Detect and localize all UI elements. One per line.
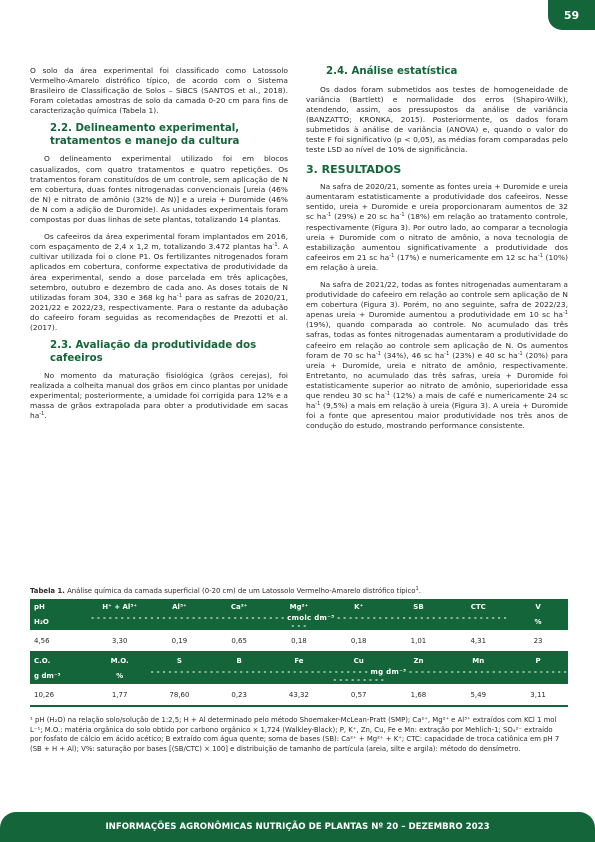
table-cell: 43,32 [269, 684, 329, 706]
table-header-cell: B [209, 652, 269, 668]
table-cell: 0,65 [209, 630, 269, 652]
table-header-cell: S [150, 652, 210, 668]
table-cell: 1,77 [90, 684, 150, 706]
soil-analysis-table-block [30, 587, 568, 707]
heading-2-3: 2.3. Avaliação da produtividade dos cafeeiros [50, 340, 257, 364]
table-header-cell: Ca²⁺ [209, 599, 269, 614]
table-header-row-2 [30, 652, 568, 668]
table-header-cell: Zn [389, 652, 449, 668]
table-header-cell: pH [30, 599, 90, 614]
paragraph-statistics: Os dados foram submetidos aos testes de homogeneidade de variância (Bartlett) e normalidade dos erros (Shapiro-Wilk), atendendo, assim, aos pressupostos da análise de variância (BANZATTO; KRONKA, 2015). Posteriormente, os dados foram submetidos à análise de variância (ANOVA) e, quando o valor do teste F foi significativo (p < 0,05), as médias foram comparadas pelo teste LSD ao nível de 10% de significância. [306, 84, 568, 155]
paragraph-harvest: No momento da maturação fisiológica (grãos cerejas), foi realizada a colheita manual dos grãos em cinco plantas por unidade experimental; posteriormente, a umidade foi corrigida para 12% e a massa de grãos extrapolada para obter a produtividade em sacas $ha^{-1}$. [30, 371, 288, 421]
right-column [306, 66, 568, 438]
table-header-cell: C.O. [30, 652, 90, 668]
table-header-cell: Mg²⁺ [269, 599, 329, 614]
left-column [30, 66, 288, 429]
table-header-cell: H⁺ + Al³⁺ [90, 599, 150, 614]
page-number: 59 [548, 0, 595, 30]
table-cell: 4,31 [448, 630, 508, 652]
table-cell: 1,01 [389, 630, 449, 652]
table-units-row-2 [30, 668, 568, 684]
table-caption: Tabela 1. Análise química da camada superficial (0-20 cm) de um Latossolo Vermelho-Amarelo distrófico típico$^1$. [30, 586, 421, 595]
table-row [30, 630, 568, 652]
table-cell: 0,18 [329, 630, 389, 652]
table-header-cell: CTC [448, 599, 508, 614]
table-unit-span: - - - - - - - - - - - - - - - - - - - - - - - - - - - - - - - - - cmolc dm⁻³ - - - - - - - - - - - - - - - - - - - - - - - - - - - - - - - - [91, 614, 507, 630]
paragraph-results-2021: Na safra de 2021/22, todas as fontes nitrogenadas aumentaram a produtividade do cafeeiro em relação ao controle sem aplicação de N em cobertura (Figura 3). Porém, no ano seguinte, safra de 2022/23, apenas ureia + Duromide aumentou a produtividade em 10 sc $ha^{-1}$ (19%), quando comparada ao controle. No acumulado das três safras, todas as fontes nitrogenadas aumentaram a produtividade do cafeeiro em relação ao controle sem aplicação de N. Os aumentos foram de 70 sc $ha^{-1}$ (34%), 46 sc $ha^{-1}$ (23%) e 40 sc $ha^{-1}$ (20%) para ureia + Duromide, ureia e nitrato de amônio, respectivamente. Entretanto, no acumulado das três safras, ureia + Duromide foi estatisticamente superior ao nitrato de amônio, superioridade essa que rendeu 30 sc $ha^{-1}$ (12%) a mais de café e numericamente 24 sc $ha^{-1}$ (9,5%) a mais em relação à ureia (Figura 3). A ureia + Duromide foi a fonte que apresentou maior produtividade nos três anos de condução do estudo, mostrando performance consistente. [306, 280, 568, 431]
page-footer: INFORMAÇÕES AGRONÔMICAS NUTRIÇÃO DE PLANTAS Nº 20 – DEZEMBRO 2023 [0, 812, 595, 842]
table-header-cell: Fe [269, 652, 329, 668]
soil-analysis-table [30, 599, 568, 707]
table-header-cell: Mn [448, 652, 508, 668]
table-footnote: ¹ pH (H₂O) na relação solo/solução de 1:2,5; H + Al determinado pelo método Shoemaker-McLean-Pratt (SMP); Ca²⁺, Mg²⁺ e Al³⁺ extraídos com KCl 1 mol L⁻¹; M.O.: matéria orgânica do solo obtido por carbono orgânico × 1,724 (Walkley-Black); P, K⁺, Zn, Cu, Fe e Mn: extração por Mehlich-1; SO₄²⁻ extraído por fosfato de cálcio em ácido acético; B extraído com água quente; soma de bases (SB): Ca²⁺ + Mg²⁺ + K⁺; CTC: capacidade de troca catiônica em pH 7 (SB + H + Al); V%: saturação por bases [(SB/CTC) × 100] e distribuição de tamanho de partícula (areia, silte e argila): método do densímetro. [30, 716, 560, 754]
table-cell: 5,49 [448, 684, 508, 706]
table-cell: 3,11 [508, 684, 568, 706]
table-row [30, 684, 568, 706]
table-unit-cell: % [90, 668, 150, 684]
table-unit-span: - - - - - - - - - - - - - - - - - - - - - - - - - - - - - - - - - - - - - mg dm⁻³ - - - - - - - - - - - - - - - - - - - - - - - - - - - - - - - - - - - - [150, 668, 567, 684]
table-units-row-1 [30, 614, 568, 630]
table-header-cell: SB [389, 599, 449, 614]
table-unit-cell: % [508, 614, 568, 630]
heading-2-2: 2.2. Delineamento experimental, tratamentos e manejo da cultura [50, 123, 240, 147]
table-cell: 78,60 [150, 684, 210, 706]
table-cell: 23 [508, 630, 568, 652]
table-header-cell: M.O. [90, 652, 150, 668]
heading-2-4: 2.4. Análise estatística [326, 66, 458, 77]
paragraph-plantation: Os cafeeiros da área experimental foram implantados em 2016, com espaçamento de 2,4 x 1,2 m, totalizando 3.472 plantas $ha^{-1}$. A cultivar utilizada foi o clone P1. Os fertilizantes nitrogenados foram aplicados em cobertura, conforme expectativa de produtividade da área experimental, sendo a dose parcelada em três aplicações, setembro, outubro e dezembro de cada ano. As doses totais de N utilizadas foram 304, 330 e 368 kg $ha^{-1}$ para as safras de 2020/21, 2021/22 e 2022/23, respectivamente. Para o restante da adubação do cafeeiro foram seguidas as recomendações de Prezotti et al. (2017). [30, 232, 288, 332]
table-cell: 1,68 [389, 684, 449, 706]
paragraph-soil: O solo da área experimental foi classificado como Latossolo Vermelho-Amarelo distrófico típico, de acordo com o Sistema Brasileiro de Classificação de Solos – SiBCS (SANTOS et al., 2018). Foram coletadas amostras de solo da camada 0-20 cm para fins de caracterização química (Tabela 1). [30, 66, 288, 116]
table-header-cell: V [508, 599, 568, 614]
paragraph-results-2020: Na safra de 2020/21, somente as fontes ureia + Duromide e ureia aumentaram estatisticamente a produtividade dos cafeeiros. Nesse sentido, ureia + Duromide e ureia proporcionaram aumentos de 32 sc $ha^{-1}$ (29%) e 20 sc $ha^{-1}$ (18%) em relação ao tratamento controle, respectivamente (Figura 3). Por outro lado, ao comparar a tecnologia ureia + Duromide com o nitrato de amônio, a nova tecnologia de estabilização aumentou significativamente a produtividade dos cafeeiros em 21 sc $ha^{-1}$ (17%) e numericamente em 12 sc $ha^{-1}$ (10%) em relação à ureia. [306, 182, 568, 272]
table-unit-cell: g dm⁻³ [30, 668, 90, 684]
table-cell: 4,56 [30, 630, 90, 652]
table-cell: 0,57 [329, 684, 389, 706]
table-header-cell: K⁺ [329, 599, 389, 614]
table-cell: 0,18 [269, 630, 329, 652]
table-cell: 0,19 [150, 630, 210, 652]
table-header-cell: Al³⁺ [150, 599, 210, 614]
table-cell: 0,23 [209, 684, 269, 706]
table-unit-cell: H₂O [30, 614, 90, 630]
table-cell: 3,30 [90, 630, 150, 652]
table-cell: 10,26 [30, 684, 90, 706]
paragraph-design: O delineamento experimental utilizado foi em blocos casualizados, com quatro tratamentos e quatro repetições. Os tratamentos foram constituídos de um controle, sem aplicação de N em cobertura, duas fontes nitrogenadas convencionais [ureia (46% de N) e nitrato de amônio (32% de N)] e a ureia + Duromide (46% de N com a adição de Duromide). As unidades experimentais foram compostas por duas linhas de sete plantas, totalizando 14 plantas. [30, 154, 288, 225]
table-header-cell: P [508, 652, 568, 668]
table-header-row-1 [30, 599, 568, 614]
table-header-cell: Cu [329, 652, 389, 668]
heading-3-results: 3. RESULTADOS [306, 163, 402, 177]
